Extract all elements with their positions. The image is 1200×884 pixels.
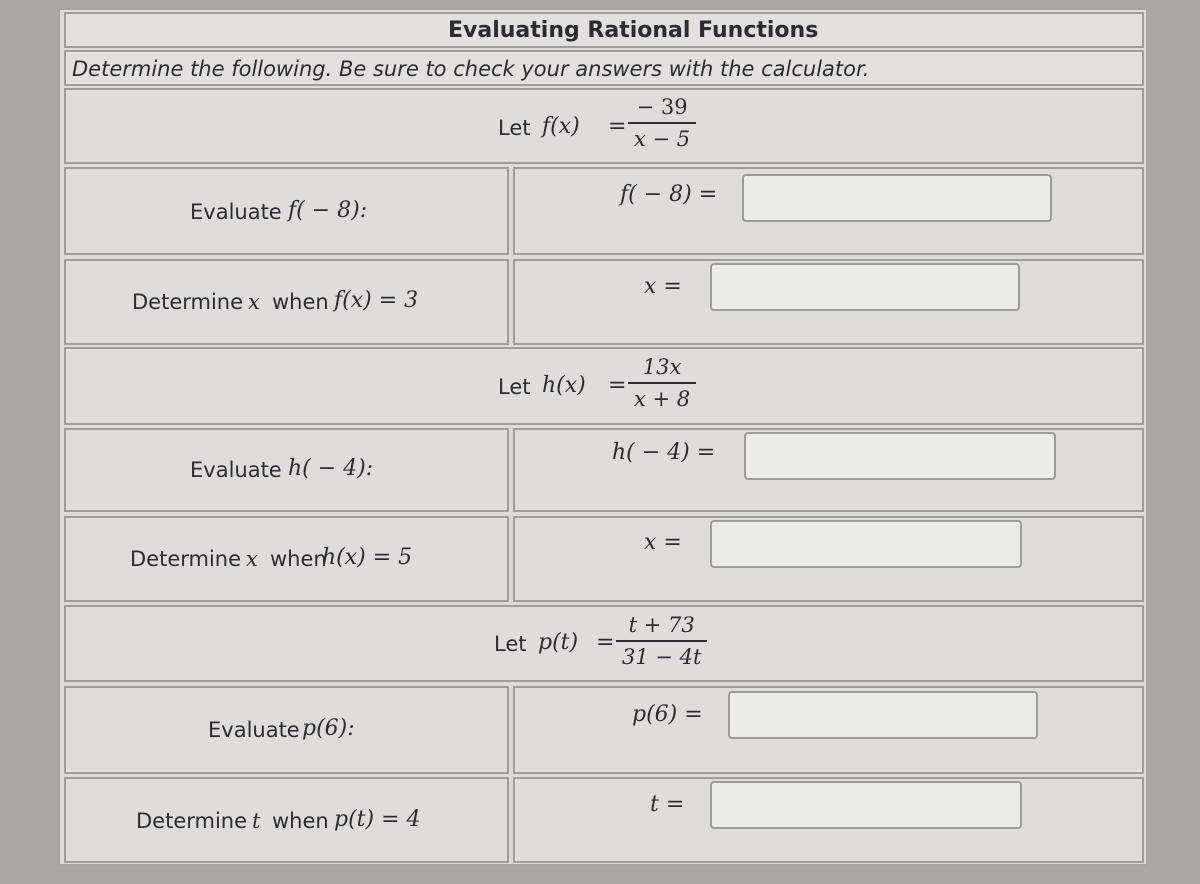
answer-label: x =: [644, 530, 682, 555]
answer-label: x =: [644, 274, 682, 299]
denominator: x + 8: [634, 387, 691, 411]
prompt-text: Evaluate: [190, 200, 282, 224]
instructions: Determine the following. Be sure to check your answers with the calculator.: [72, 57, 870, 81]
answer-label: t =: [650, 792, 685, 817]
function-name: f(x): [542, 114, 580, 139]
prompt-when: when: [272, 290, 329, 314]
prompt-math: p(t) = 4: [334, 807, 421, 832]
prompt-math: h( − 4):: [288, 456, 374, 481]
let-label: Let: [498, 375, 531, 399]
prompt-math: h(x) = 5: [322, 545, 413, 570]
answer-input-f-x-equals-3[interactable]: [710, 263, 1020, 311]
answer-input-p-6[interactable]: [728, 691, 1038, 739]
prompt-math: f( − 8):: [288, 198, 368, 223]
numerator: t + 73: [628, 613, 695, 637]
answer-input-h-x-equals-5[interactable]: [710, 520, 1022, 568]
prompt-text: Evaluate: [190, 458, 282, 482]
fraction-bar: [616, 640, 707, 642]
prompt-var: x: [248, 290, 260, 314]
denominator: 31 − 4t: [622, 645, 702, 669]
function-f-definition-row: [64, 88, 1144, 164]
prompt-when: when: [272, 809, 329, 833]
answer-input-p-t-equals-4[interactable]: [710, 781, 1022, 829]
function-name: h(x): [542, 373, 586, 398]
let-label: Let: [498, 116, 531, 140]
answer-label: p(6) =: [632, 702, 703, 727]
fraction-bar: [628, 382, 696, 384]
numerator: 13x: [642, 355, 682, 379]
prompt-math: p(6):: [302, 716, 355, 741]
function-name: p(t): [538, 630, 579, 655]
answer-input-h-minus-4[interactable]: [744, 432, 1056, 480]
equals-sign: =: [608, 373, 627, 398]
page-title: Evaluating Rational Functions: [448, 18, 819, 43]
answer-input-f-minus-8[interactable]: [742, 174, 1052, 222]
prompt-text: Determine: [132, 290, 244, 314]
prompt-text: Determine: [130, 547, 242, 571]
equals-sign: =: [596, 630, 615, 655]
equals-sign: =: [608, 114, 627, 139]
prompt-math: f(x) = 3: [334, 288, 419, 313]
prompt-var: t: [252, 809, 261, 833]
denominator: x − 5: [634, 127, 691, 151]
fraction: [628, 94, 696, 152]
prompt-when: when: [270, 547, 327, 571]
fraction-bar: [628, 122, 696, 124]
fraction: [628, 354, 696, 412]
answer-label: f( − 8) =: [620, 182, 718, 207]
prompt-cell: [64, 428, 509, 512]
function-h-definition-row: [64, 347, 1144, 425]
prompt-text: Evaluate: [208, 718, 300, 742]
let-label: Let: [494, 632, 527, 656]
numerator: − 39: [636, 95, 688, 119]
prompt-var: x: [246, 547, 258, 571]
prompt-text: Determine: [136, 809, 248, 833]
fraction: [616, 612, 707, 670]
answer-label: h( − 4) =: [612, 440, 716, 465]
prompt-cell: [64, 167, 509, 255]
